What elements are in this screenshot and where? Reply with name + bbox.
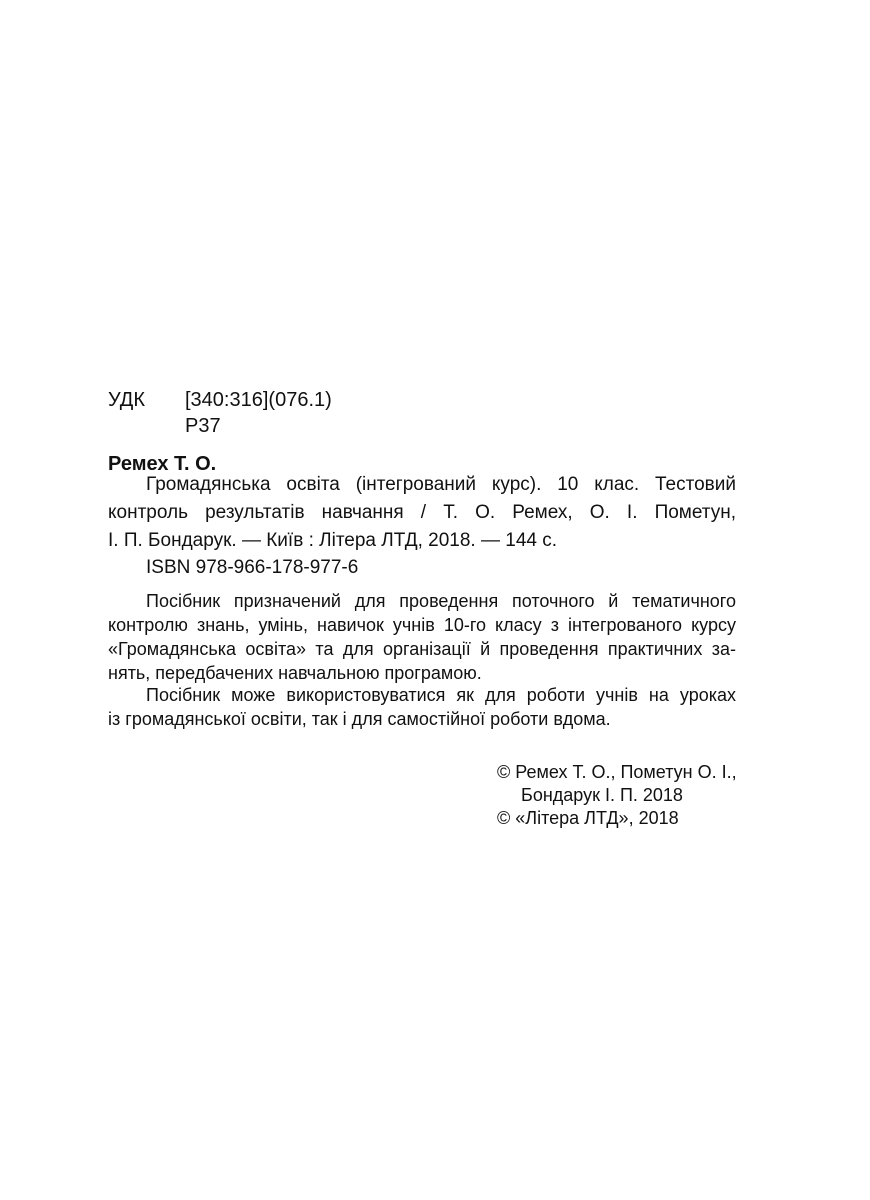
description-line-6: із громадянської освіти, так і для самостійної роботи вдома. [108,709,611,729]
copyright-line-2: Бондарук І. П. 2018 [521,785,683,805]
udk-code: [340:316](076.1) [185,389,332,411]
copyright-line-1: © Ремех Т. О., Пометун О. І., [497,762,737,782]
description-line-1: Посібник призначений для проведення поточного й тематичного [146,591,736,611]
bibliographic-line-3: І. П. Бондарук. — Київ : Літера ЛТД, 2018. — 144 с. [108,530,558,551]
bibliographic-line-2: контроль результатів навчання / Т. О. Ремех, О. І. Пометун, [108,502,736,523]
description-line-2: контролю знань, умінь, навичок учнів 10-го класу з інтегрованого курсу [108,615,736,635]
isbn: ISBN 978-966-178-977-6 [146,557,359,578]
udk-label: УДК [108,389,146,411]
author-sign: Р37 [185,415,221,437]
description-line-4: нять, передбачених навчальною програмою. [108,663,482,683]
author-heading: Ремех Т. О. [108,453,217,475]
description-line-3: «Громадянська освіта» та для організації й проведення практичних за- [108,639,736,659]
description-line-5: Посібник може використовуватися як для роботи учнів на уроках [146,685,736,705]
bibliographic-line-1: Громадянська освіта (інтегрований курс). 10 клас. Тестовий [146,474,736,495]
copyright-line-3: © «Літера ЛТД», 2018 [497,808,679,828]
